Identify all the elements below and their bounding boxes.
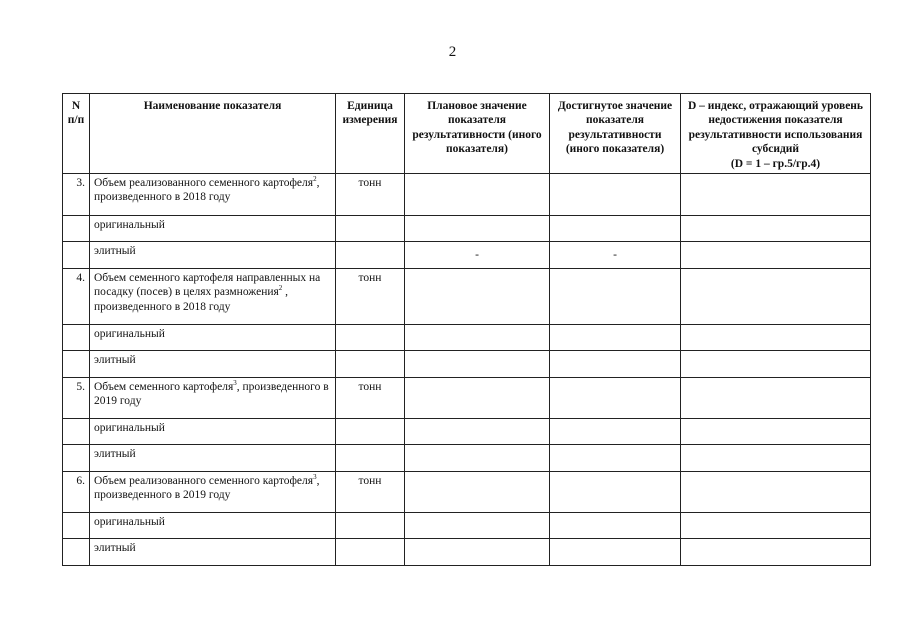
page-number: 2 [448, 44, 457, 60]
plan-cell [405, 472, 550, 513]
index-cell [681, 419, 871, 445]
achieved-cell [550, 174, 681, 216]
unit-cell [336, 351, 405, 378]
row-number [63, 351, 90, 378]
unit-cell [336, 539, 405, 566]
row-number [63, 216, 90, 242]
indicator-name: Объем реализованного семенного картофеля$^2$, произведенного в 2018 году [90, 174, 336, 216]
unit-cell [336, 445, 405, 472]
table-row [63, 445, 871, 472]
achieved-cell [550, 472, 681, 513]
plan-cell: - [405, 242, 550, 269]
plan-cell [405, 378, 550, 419]
achieved-cell [550, 445, 681, 472]
unit-cell: тонн [336, 269, 405, 325]
achieved-cell [550, 419, 681, 445]
header-plan: Плановое значение показателя результативности (иного показателя) [405, 94, 550, 174]
index-cell [681, 445, 871, 472]
table-row [63, 419, 871, 445]
table-row [63, 472, 871, 513]
table-row [63, 351, 871, 378]
index-cell [681, 269, 871, 325]
achieved-cell [550, 216, 681, 242]
plan-cell [405, 269, 550, 325]
header-achieved: Достигнутое значение показателя результативности (иного показателя) [550, 94, 681, 174]
index-cell [681, 351, 871, 378]
unit-cell: тонн [336, 378, 405, 419]
table-row [63, 378, 871, 419]
results-table [62, 93, 871, 566]
indicator-name: элитный [90, 445, 336, 472]
table-row [63, 242, 871, 269]
indicator-name: Объем реализованного семенного картофеля$^3$, произведенного в 2019 году [90, 472, 336, 513]
header-index-formula: (D = 1 – гр.5/гр.4) [730, 157, 821, 170]
index-cell [681, 378, 871, 419]
indicator-name: элитный [90, 539, 336, 566]
row-number [63, 513, 90, 539]
row-number [63, 419, 90, 445]
table-row [63, 174, 871, 216]
unit-cell [336, 216, 405, 242]
plan-cell [405, 174, 550, 216]
achieved-cell [550, 325, 681, 351]
index-cell [681, 539, 871, 566]
plan-cell [405, 419, 550, 445]
plan-cell [405, 216, 550, 242]
row-number: 3. [63, 174, 90, 216]
header-name: Наименование показателя [90, 94, 336, 174]
unit-cell [336, 242, 405, 269]
unit-cell: тонн [336, 174, 405, 216]
achieved-cell [550, 513, 681, 539]
achieved-cell: - [550, 242, 681, 269]
plan-cell [405, 325, 550, 351]
indicator-name: оригинальный [90, 513, 336, 539]
row-number [63, 445, 90, 472]
unit-cell [336, 325, 405, 351]
index-cell [681, 242, 871, 269]
table-header-row [63, 94, 871, 174]
index-cell [681, 216, 871, 242]
row-number: 6. [63, 472, 90, 513]
unit-cell [336, 513, 405, 539]
row-number: 4. [63, 269, 90, 325]
plan-cell [405, 539, 550, 566]
index-cell [681, 472, 871, 513]
plan-cell [405, 351, 550, 378]
row-number: 5. [63, 378, 90, 419]
table-row [63, 269, 871, 325]
index-cell [681, 325, 871, 351]
header-num: N п/п [63, 94, 90, 174]
header-index [681, 94, 871, 174]
row-number [63, 242, 90, 269]
header-index-text: D – индекс, отражающий уровень недостижения показателя результативности использования субсидий [687, 100, 864, 156]
indicator-name: элитный [90, 351, 336, 378]
index-cell [681, 174, 871, 216]
plan-cell [405, 445, 550, 472]
indicator-name: оригинальный [90, 419, 336, 445]
unit-cell: тонн [336, 472, 405, 513]
achieved-cell [550, 378, 681, 419]
table-row [63, 325, 871, 351]
table-row [63, 539, 871, 566]
index-cell [681, 513, 871, 539]
achieved-cell [550, 351, 681, 378]
indicator-name: оригинальный [90, 325, 336, 351]
achieved-cell [550, 539, 681, 566]
unit-cell [336, 419, 405, 445]
plan-cell [405, 513, 550, 539]
table-row [63, 513, 871, 539]
row-number [63, 539, 90, 566]
table-row [63, 216, 871, 242]
achieved-cell [550, 269, 681, 325]
row-number [63, 325, 90, 351]
header-unit: Единица измерения [336, 94, 405, 174]
indicator-name: оригинальный [90, 216, 336, 242]
indicator-name: элитный [90, 242, 336, 269]
indicator-name: Объем семенного картофеля$^3$, произведенного в 2019 году [90, 378, 336, 419]
indicator-name: Объем семенного картофеля направленных на посадку (посев) в целях размножения$^2$ , произведенного в 2018 году [90, 269, 336, 325]
